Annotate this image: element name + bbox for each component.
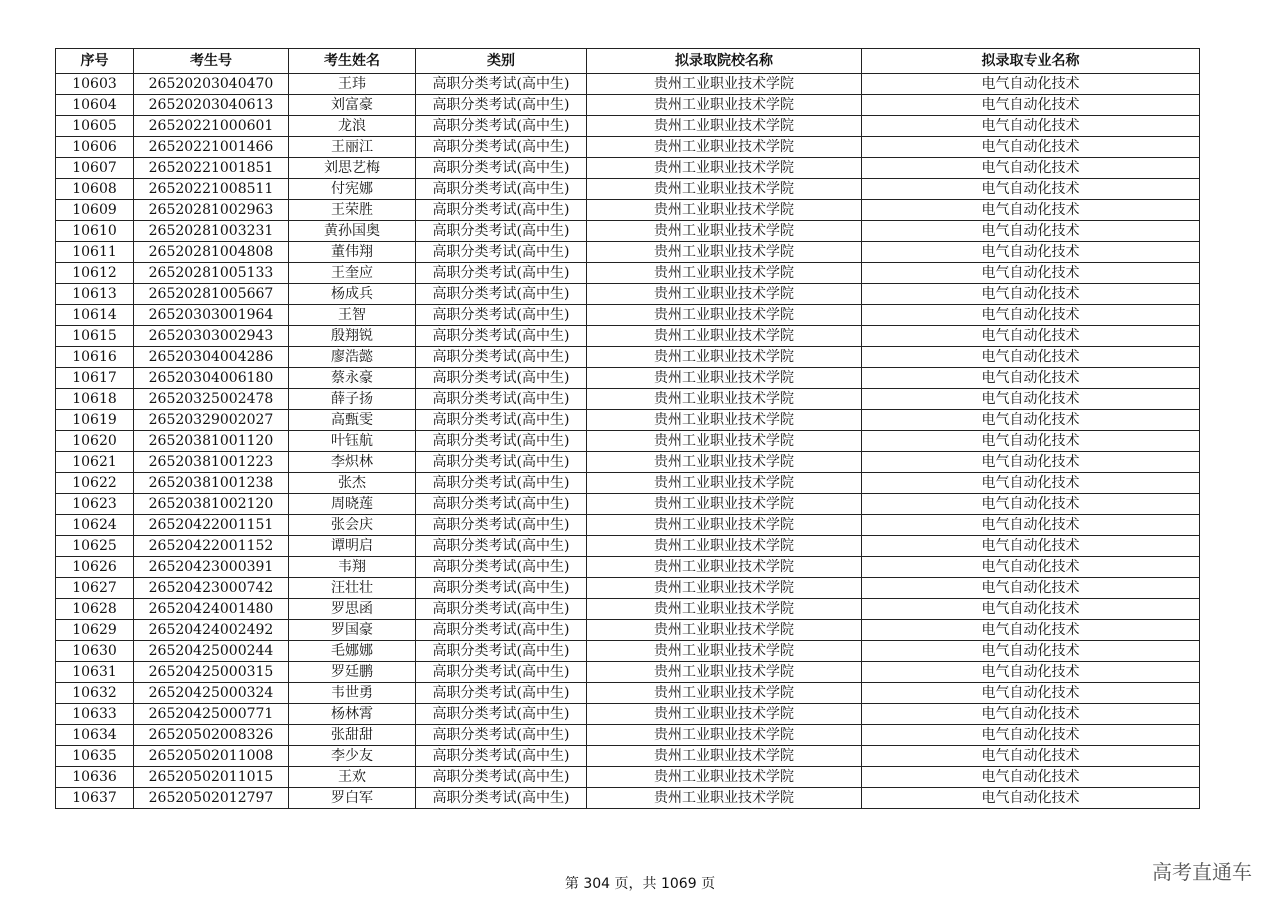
- table-row: [56, 74, 1200, 95]
- cell-candidate-id: 26520281003231: [134, 221, 289, 242]
- cell-candidate-id: 26520425000771: [134, 704, 289, 725]
- cell-category: 高职分类考试(高中生): [416, 599, 587, 620]
- cell-candidate-id: 26520422001152: [134, 536, 289, 557]
- cell-category: 高职分类考试(高中生): [416, 137, 587, 158]
- header-candidate-id: 考生号: [134, 49, 289, 74]
- admission-table: [55, 48, 1200, 809]
- cell-seq: 10614: [56, 305, 134, 326]
- table-row: [56, 158, 1200, 179]
- cell-category: 高职分类考试(高中生): [416, 347, 587, 368]
- cell-category: 高职分类考试(高中生): [416, 788, 587, 809]
- cell-seq: 10618: [56, 389, 134, 410]
- cell-major: 电气自动化技术: [862, 95, 1200, 116]
- cell-candidate-id: 26520502012797: [134, 788, 289, 809]
- table-row: [56, 347, 1200, 368]
- cell-candidate-name: 罗思函: [289, 599, 416, 620]
- cell-school: 贵州工业职业技术学院: [587, 431, 862, 452]
- cell-major: 电气自动化技术: [862, 179, 1200, 200]
- cell-category: 高职分类考试(高中生): [416, 557, 587, 578]
- cell-candidate-name: 王玮: [289, 74, 416, 95]
- cell-category: 高职分类考试(高中生): [416, 473, 587, 494]
- table-row: [56, 599, 1200, 620]
- cell-seq: 10624: [56, 515, 134, 536]
- cell-major: 电气自动化技术: [862, 536, 1200, 557]
- cell-candidate-id: 26520424002492: [134, 620, 289, 641]
- cell-candidate-id: 26520381001238: [134, 473, 289, 494]
- cell-major: 电气自动化技术: [862, 578, 1200, 599]
- cell-school: 贵州工业职业技术学院: [587, 641, 862, 662]
- cell-seq: 10627: [56, 578, 134, 599]
- table-row: [56, 746, 1200, 767]
- cell-candidate-id: 26520329002027: [134, 410, 289, 431]
- cell-candidate-name: 罗国豪: [289, 620, 416, 641]
- cell-category: 高职分类考试(高中生): [416, 389, 587, 410]
- cell-candidate-id: 26520424001480: [134, 599, 289, 620]
- cell-school: 贵州工业职业技术学院: [587, 725, 862, 746]
- page-footer: 第 304 页，共 1069 页: [564, 876, 716, 892]
- cell-major: 电气自动化技术: [862, 494, 1200, 515]
- cell-candidate-id: 26520221001466: [134, 137, 289, 158]
- cell-candidate-id: 26520502011008: [134, 746, 289, 767]
- cell-category: 高职分类考试(高中生): [416, 452, 587, 473]
- cell-category: 高职分类考试(高中生): [416, 746, 587, 767]
- cell-major: 电气自动化技术: [862, 389, 1200, 410]
- cell-category: 高职分类考试(高中生): [416, 431, 587, 452]
- cell-candidate-id: 26520221001851: [134, 158, 289, 179]
- cell-category: 高职分类考试(高中生): [416, 641, 587, 662]
- cell-candidate-id: 26520303001964: [134, 305, 289, 326]
- header-seq: 序号: [56, 49, 134, 74]
- cell-school: 贵州工业职业技术学院: [587, 578, 862, 599]
- cell-candidate-id: 26520281004808: [134, 242, 289, 263]
- cell-major: 电气自动化技术: [862, 767, 1200, 788]
- cell-major: 电气自动化技术: [862, 326, 1200, 347]
- table-row: [56, 326, 1200, 347]
- cell-seq: 10621: [56, 452, 134, 473]
- cell-candidate-name: 罗白军: [289, 788, 416, 809]
- cell-candidate-name: 韦翔: [289, 557, 416, 578]
- table-row: [56, 767, 1200, 788]
- cell-candidate-name: 刘思艺梅: [289, 158, 416, 179]
- cell-candidate-id: 26520502008326: [134, 725, 289, 746]
- cell-candidate-id: 26520281005133: [134, 263, 289, 284]
- cell-category: 高职分类考试(高中生): [416, 158, 587, 179]
- cell-candidate-id: 26520381002120: [134, 494, 289, 515]
- cell-candidate-name: 董伟翔: [289, 242, 416, 263]
- cell-category: 高职分类考试(高中生): [416, 536, 587, 557]
- cell-major: 电气自动化技术: [862, 263, 1200, 284]
- cell-candidate-name: 张甜甜: [289, 725, 416, 746]
- cell-seq: 10637: [56, 788, 134, 809]
- table-row: [56, 473, 1200, 494]
- cell-candidate-name: 薛子扬: [289, 389, 416, 410]
- cell-candidate-id: 26520423000742: [134, 578, 289, 599]
- cell-major: 电气自动化技术: [862, 116, 1200, 137]
- table-row: [56, 410, 1200, 431]
- cell-candidate-name: 殷翔锐: [289, 326, 416, 347]
- cell-seq: 10622: [56, 473, 134, 494]
- cell-candidate-id: 26520303002943: [134, 326, 289, 347]
- cell-candidate-id: 26520425000315: [134, 662, 289, 683]
- cell-candidate-name: 韦世勇: [289, 683, 416, 704]
- cell-school: 贵州工业职业技术学院: [587, 74, 862, 95]
- cell-major: 电气自动化技术: [862, 557, 1200, 578]
- cell-category: 高职分类考试(高中生): [416, 767, 587, 788]
- cell-school: 贵州工业职业技术学院: [587, 179, 862, 200]
- cell-school: 贵州工业职业技术学院: [587, 473, 862, 494]
- cell-category: 高职分类考试(高中生): [416, 704, 587, 725]
- cell-seq: 10612: [56, 263, 134, 284]
- cell-school: 贵州工业职业技术学院: [587, 305, 862, 326]
- cell-school: 贵州工业职业技术学院: [587, 242, 862, 263]
- cell-school: 贵州工业职业技术学院: [587, 116, 862, 137]
- cell-school: 贵州工业职业技术学院: [587, 347, 862, 368]
- cell-major: 电气自动化技术: [862, 368, 1200, 389]
- table-row: [56, 515, 1200, 536]
- cell-candidate-id: 26520381001120: [134, 431, 289, 452]
- cell-candidate-name: 王丽江: [289, 137, 416, 158]
- table-row: [56, 242, 1200, 263]
- table-row: [56, 578, 1200, 599]
- cell-school: 贵州工业职业技术学院: [587, 221, 862, 242]
- header-school: 拟录取院校名称: [587, 49, 862, 74]
- cell-category: 高职分类考试(高中生): [416, 242, 587, 263]
- cell-school: 贵州工业职业技术学院: [587, 536, 862, 557]
- cell-candidate-name: 王智: [289, 305, 416, 326]
- cell-candidate-id: 26520281002963: [134, 200, 289, 221]
- cell-category: 高职分类考试(高中生): [416, 662, 587, 683]
- table-row: [56, 620, 1200, 641]
- cell-major: 电气自动化技术: [862, 725, 1200, 746]
- cell-candidate-name: 罗廷鹏: [289, 662, 416, 683]
- cell-category: 高职分类考试(高中生): [416, 725, 587, 746]
- cell-school: 贵州工业职业技术学院: [587, 452, 862, 473]
- cell-category: 高职分类考试(高中生): [416, 116, 587, 137]
- cell-seq: 10631: [56, 662, 134, 683]
- cell-seq: 10606: [56, 137, 134, 158]
- cell-category: 高职分类考试(高中生): [416, 305, 587, 326]
- cell-major: 电气自动化技术: [862, 662, 1200, 683]
- table-row: [56, 662, 1200, 683]
- cell-candidate-name: 叶钰航: [289, 431, 416, 452]
- cell-major: 电气自动化技术: [862, 158, 1200, 179]
- cell-major: 电气自动化技术: [862, 746, 1200, 767]
- cell-seq: 10613: [56, 284, 134, 305]
- table-row: [56, 725, 1200, 746]
- cell-candidate-name: 李少友: [289, 746, 416, 767]
- cell-category: 高职分类考试(高中生): [416, 620, 587, 641]
- cell-candidate-id: 26520422001151: [134, 515, 289, 536]
- cell-candidate-name: 毛娜娜: [289, 641, 416, 662]
- cell-major: 电气自动化技术: [862, 641, 1200, 662]
- cell-school: 贵州工业职业技术学院: [587, 158, 862, 179]
- cell-seq: 10617: [56, 368, 134, 389]
- cell-candidate-name: 龙浪: [289, 116, 416, 137]
- header-candidate-name: 考生姓名: [289, 49, 416, 74]
- cell-candidate-id: 26520304004286: [134, 347, 289, 368]
- cell-school: 贵州工业职业技术学院: [587, 683, 862, 704]
- cell-category: 高职分类考试(高中生): [416, 74, 587, 95]
- cell-major: 电气自动化技术: [862, 284, 1200, 305]
- cell-school: 贵州工业职业技术学院: [587, 137, 862, 158]
- cell-seq: 10603: [56, 74, 134, 95]
- cell-candidate-id: 26520325002478: [134, 389, 289, 410]
- header-category: 类别: [416, 49, 587, 74]
- cell-school: 贵州工业职业技术学院: [587, 95, 862, 116]
- cell-candidate-id: 26520502011015: [134, 767, 289, 788]
- cell-school: 贵州工业职业技术学院: [587, 284, 862, 305]
- table-row: [56, 137, 1200, 158]
- cell-major: 电气自动化技术: [862, 473, 1200, 494]
- cell-category: 高职分类考试(高中生): [416, 683, 587, 704]
- cell-seq: 10630: [56, 641, 134, 662]
- cell-major: 电气自动化技术: [862, 704, 1200, 725]
- table-row: [56, 179, 1200, 200]
- cell-candidate-id: 26520281005667: [134, 284, 289, 305]
- cell-category: 高职分类考试(高中生): [416, 410, 587, 431]
- cell-candidate-name: 谭明启: [289, 536, 416, 557]
- cell-candidate-name: 周晓莲: [289, 494, 416, 515]
- cell-seq: 10633: [56, 704, 134, 725]
- table-row: [56, 368, 1200, 389]
- cell-category: 高职分类考试(高中生): [416, 494, 587, 515]
- cell-major: 电气自动化技术: [862, 200, 1200, 221]
- cell-seq: 10626: [56, 557, 134, 578]
- cell-category: 高职分类考试(高中生): [416, 263, 587, 284]
- cell-school: 贵州工业职业技术学院: [587, 368, 862, 389]
- cell-seq: 10636: [56, 767, 134, 788]
- cell-candidate-name: 杨成兵: [289, 284, 416, 305]
- cell-major: 电气自动化技术: [862, 683, 1200, 704]
- table-row: [56, 557, 1200, 578]
- cell-school: 贵州工业职业技术学院: [587, 515, 862, 536]
- cell-candidate-name: 王欢: [289, 767, 416, 788]
- cell-seq: 10634: [56, 725, 134, 746]
- cell-candidate-name: 付宪娜: [289, 179, 416, 200]
- cell-school: 贵州工业职业技术学院: [587, 767, 862, 788]
- table-row: [56, 200, 1200, 221]
- cell-seq: 10611: [56, 242, 134, 263]
- cell-major: 电气自动化技术: [862, 347, 1200, 368]
- cell-school: 贵州工业职业技术学院: [587, 494, 862, 515]
- cell-seq: 10605: [56, 116, 134, 137]
- cell-candidate-name: 高甄雯: [289, 410, 416, 431]
- cell-candidate-name: 李炽林: [289, 452, 416, 473]
- cell-candidate-id: 26520425000324: [134, 683, 289, 704]
- cell-major: 电气自动化技术: [862, 74, 1200, 95]
- table-row: [56, 389, 1200, 410]
- cell-candidate-id: 26520425000244: [134, 641, 289, 662]
- table-row: [56, 494, 1200, 515]
- table-row: [56, 641, 1200, 662]
- cell-candidate-name: 王荣胜: [289, 200, 416, 221]
- cell-major: 电气自动化技术: [862, 620, 1200, 641]
- cell-category: 高职分类考试(高中生): [416, 515, 587, 536]
- cell-major: 电气自动化技术: [862, 410, 1200, 431]
- cell-seq: 10619: [56, 410, 134, 431]
- cell-school: 贵州工业职业技术学院: [587, 326, 862, 347]
- cell-candidate-name: 杨林霄: [289, 704, 416, 725]
- cell-school: 贵州工业职业技术学院: [587, 557, 862, 578]
- cell-seq: 10620: [56, 431, 134, 452]
- table-header-row: [56, 49, 1200, 74]
- cell-category: 高职分类考试(高中生): [416, 179, 587, 200]
- cell-seq: 10608: [56, 179, 134, 200]
- cell-category: 高职分类考试(高中生): [416, 284, 587, 305]
- cell-seq: 10628: [56, 599, 134, 620]
- table-row: [56, 263, 1200, 284]
- cell-candidate-id: 26520221000601: [134, 116, 289, 137]
- cell-major: 电气自动化技术: [862, 431, 1200, 452]
- cell-major: 电气自动化技术: [862, 788, 1200, 809]
- cell-major: 电气自动化技术: [862, 452, 1200, 473]
- cell-candidate-id: 26520203040470: [134, 74, 289, 95]
- cell-school: 贵州工业职业技术学院: [587, 200, 862, 221]
- cell-major: 电气自动化技术: [862, 515, 1200, 536]
- cell-seq: 10629: [56, 620, 134, 641]
- cell-candidate-id: 26520203040613: [134, 95, 289, 116]
- cell-candidate-name: 刘富豪: [289, 95, 416, 116]
- cell-major: 电气自动化技术: [862, 137, 1200, 158]
- cell-candidate-id: 26520423000391: [134, 557, 289, 578]
- cell-candidate-name: 蔡永豪: [289, 368, 416, 389]
- cell-candidate-name: 张会庆: [289, 515, 416, 536]
- table-body: [56, 74, 1200, 809]
- cell-school: 贵州工业职业技术学院: [587, 620, 862, 641]
- table-row: [56, 536, 1200, 557]
- cell-seq: 10623: [56, 494, 134, 515]
- cell-candidate-id: 26520381001223: [134, 452, 289, 473]
- cell-seq: 10604: [56, 95, 134, 116]
- table-row: [56, 221, 1200, 242]
- cell-school: 贵州工业职业技术学院: [587, 788, 862, 809]
- cell-school: 贵州工业职业技术学院: [587, 599, 862, 620]
- cell-seq: 10635: [56, 746, 134, 767]
- cell-seq: 10625: [56, 536, 134, 557]
- cell-candidate-name: 黄孙国奥: [289, 221, 416, 242]
- table-row: [56, 116, 1200, 137]
- cell-category: 高职分类考试(高中生): [416, 368, 587, 389]
- cell-school: 贵州工业职业技术学院: [587, 410, 862, 431]
- cell-seq: 10610: [56, 221, 134, 242]
- table-row: [56, 431, 1200, 452]
- table-row: [56, 452, 1200, 473]
- cell-seq: 10609: [56, 200, 134, 221]
- table-row: [56, 95, 1200, 116]
- cell-candidate-name: 张杰: [289, 473, 416, 494]
- cell-candidate-name: 廖浩懿: [289, 347, 416, 368]
- cell-major: 电气自动化技术: [862, 221, 1200, 242]
- cell-candidate-name: 王奎应: [289, 263, 416, 284]
- cell-school: 贵州工业职业技术学院: [587, 704, 862, 725]
- corner-watermark: 高考直通车: [1152, 860, 1252, 884]
- table-row: [56, 305, 1200, 326]
- cell-candidate-id: 26520304006180: [134, 368, 289, 389]
- cell-seq: 10607: [56, 158, 134, 179]
- cell-seq: 10615: [56, 326, 134, 347]
- table-row: [56, 284, 1200, 305]
- cell-category: 高职分类考试(高中生): [416, 326, 587, 347]
- cell-school: 贵州工业职业技术学院: [587, 746, 862, 767]
- cell-category: 高职分类考试(高中生): [416, 221, 587, 242]
- cell-seq: 10616: [56, 347, 134, 368]
- cell-seq: 10632: [56, 683, 134, 704]
- table-row: [56, 683, 1200, 704]
- cell-category: 高职分类考试(高中生): [416, 578, 587, 599]
- cell-major: 电气自动化技术: [862, 305, 1200, 326]
- cell-category: 高职分类考试(高中生): [416, 200, 587, 221]
- admission-table-container: [55, 48, 1199, 809]
- header-major: 拟录取专业名称: [862, 49, 1200, 74]
- cell-school: 贵州工业职业技术学院: [587, 263, 862, 284]
- cell-major: 电气自动化技术: [862, 599, 1200, 620]
- cell-category: 高职分类考试(高中生): [416, 95, 587, 116]
- cell-school: 贵州工业职业技术学院: [587, 662, 862, 683]
- table-row: [56, 704, 1200, 725]
- cell-major: 电气自动化技术: [862, 242, 1200, 263]
- cell-candidate-id: 26520221008511: [134, 179, 289, 200]
- cell-candidate-name: 汪壮壮: [289, 578, 416, 599]
- cell-school: 贵州工业职业技术学院: [587, 389, 862, 410]
- table-row: [56, 788, 1200, 809]
